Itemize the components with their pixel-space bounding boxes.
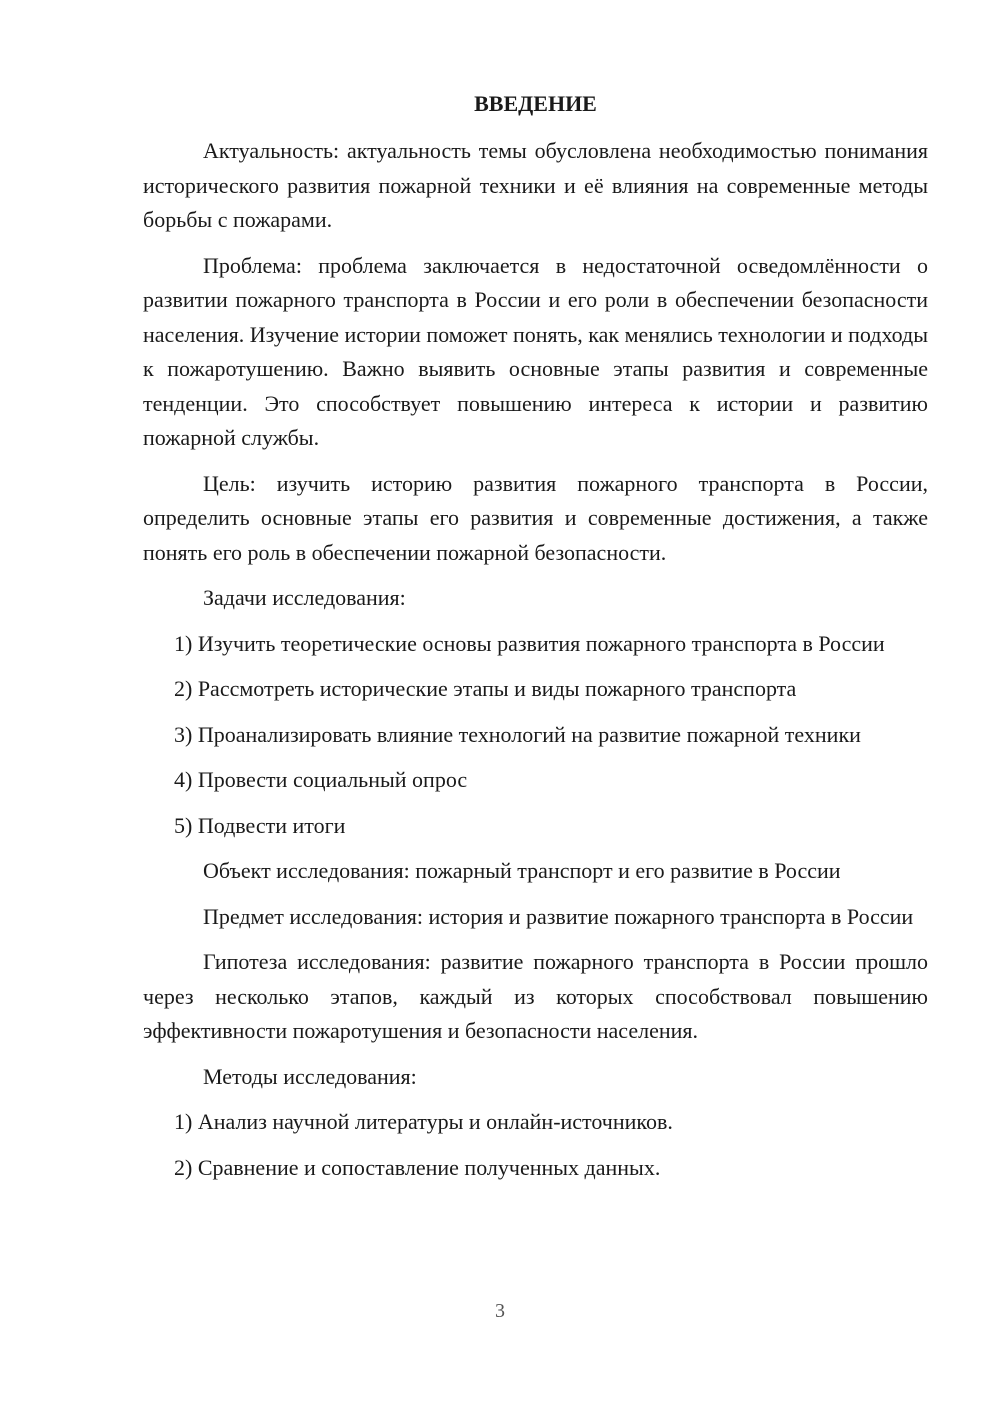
page-title: ВВЕДЕНИЕ — [474, 91, 597, 116]
page-content — [143, 88, 928, 1196]
list-item-task-2: 2) Рассмотреть исторические этапы и виды пожарного транспорта — [174, 676, 797, 701]
list-item-task-3: 3) Проанализировать влияние технологий на развитие пожарной техники — [174, 721, 861, 747]
list-item-method-2: 2) Сравнение и сопоставление полученных данных. — [174, 1154, 661, 1180]
paragraph-problem: Проблема: проблема заключается в недостаточной осведомлённости о развитии пожарного транспорта в России и его роли в обеспечении безопасности населения. Изучение истории поможет понять, как менялись технологии и подходы к пожаротушению. Важно выявить основные этапы развития и современные тенденции. Это способствует повышению интереса к истории и развитию пожарной службы. — [143, 252, 928, 450]
list-item-task-5: 5) Подвести итоги — [174, 812, 346, 838]
paragraph-hypothesis: Гипотеза исследования: развитие пожарного транспорта в России прошло через несколько этапов, каждый из которых способствовал повышению эффективности пожаротушения и безопасности населения. — [143, 949, 928, 1043]
paragraph-subject: Предмет исследования: история и развитие пожарного транспорта в России — [203, 903, 914, 929]
list-item-task-1: 1) Изучить теоретические основы развития пожарного транспорта в России — [174, 630, 885, 656]
paragraph-relevance: Актуальность: актуальность темы обусловлена необходимостью понимания исторического развития пожарной техники и её влияния на современные методы борьбы с пожарами. — [143, 138, 928, 232]
paragraph-object: Объект исследования: пожарный транспорт и его развитие в России — [203, 858, 841, 883]
list-item-method-1: 1) Анализ научной литературы и онлайн-источников. — [174, 1109, 673, 1134]
paragraph-tasks-heading: Задачи исследования: — [203, 585, 406, 610]
page-number: 3 — [495, 1300, 505, 1322]
paragraph-goal: Цель: изучить историю развития пожарного транспорта в России, определить основные этапы его развития и современные достижения, а также понять его роль в обеспечении пожарной безопасности. — [143, 470, 928, 565]
list-item-task-4: 4) Провести социальный опрос — [174, 767, 468, 792]
paragraph-methods-heading: Методы исследования: — [203, 1063, 417, 1089]
